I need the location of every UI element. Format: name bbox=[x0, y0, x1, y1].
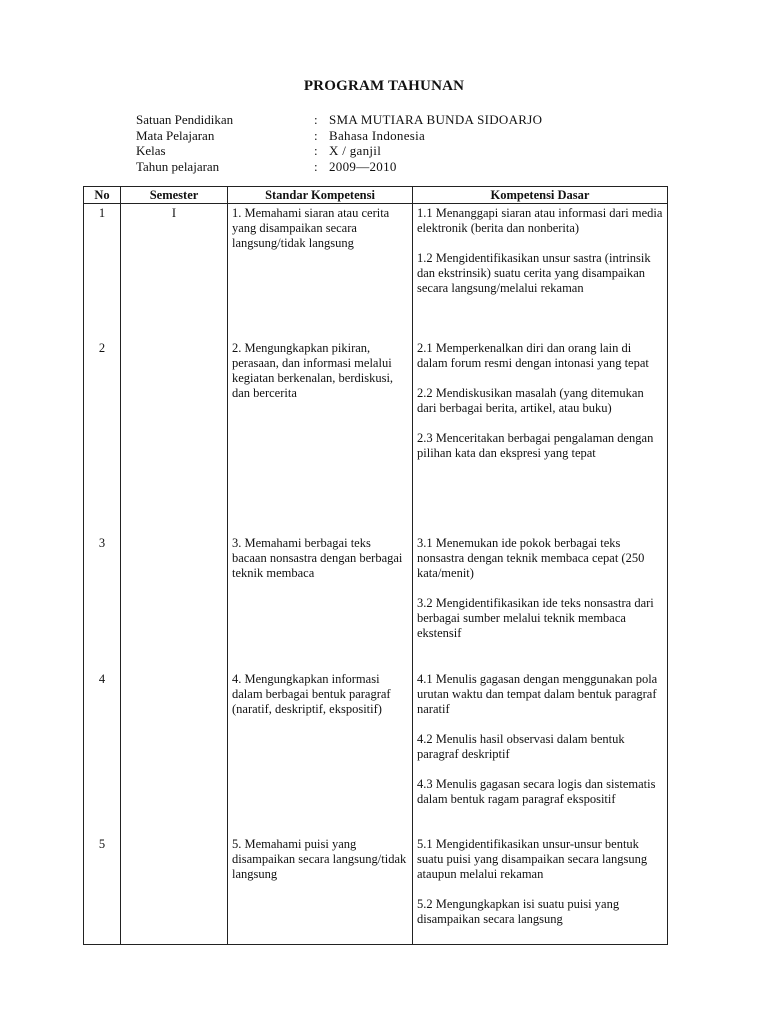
row-standar-kompetensi: 4. Mengungkapkan informasi dalam berbagai bentuk paragraf (naratif, deskriptif, ekspositif) bbox=[228, 670, 413, 835]
header-no: No bbox=[84, 187, 121, 204]
info-row-kelas bbox=[136, 143, 542, 159]
kd-item: 2.3 Menceritakan berbagai pengalaman dengan pilihan kata dan ekspresi yang tepat bbox=[417, 430, 654, 460]
row-kompetensi-dasar bbox=[413, 339, 668, 534]
kd-item: 4.1 Menulis gagasan dengan menggunakan pola urutan waktu dan tempat dalam bentuk paragraf naratif bbox=[417, 671, 658, 716]
info-value: X / ganjil bbox=[329, 143, 382, 158]
row-standar-kompetensi: 5. Memahami puisi yang disampaikan secara langsung/tidak langsung bbox=[228, 835, 413, 945]
page-title: PROGRAM TAHUNAN bbox=[303, 78, 465, 94]
row-semester bbox=[121, 339, 228, 534]
header-semester: Semester bbox=[121, 187, 228, 204]
row-number: 4 bbox=[84, 670, 121, 835]
kd-item: 4.3 Menulis gagasan secara logis dan sistematis dalam bentuk ragam paragraf ekspositif bbox=[417, 776, 656, 806]
row-standar-kompetensi: 2. Mengungkapkan pikiran, perasaan, dan informasi melalui kegiatan berkenalan, berdiskusi, dan bercerita bbox=[228, 339, 413, 534]
kd-item: 4.2 Menulis hasil observasi dalam bentuk paragraf deskriptif bbox=[417, 731, 625, 761]
row-kompetensi-dasar bbox=[413, 534, 668, 670]
info-value: SMA MUTIARA BUNDA SIDOARJO bbox=[329, 112, 543, 127]
info-colon: : bbox=[314, 127, 318, 143]
kd-item: 3.1 Menemukan ide pokok berbagai teks nonsastra dengan teknik membaca cepat (250 kata/menit) bbox=[417, 535, 645, 580]
row-semester bbox=[121, 534, 228, 670]
info-colon: : bbox=[314, 112, 318, 127]
table-row bbox=[84, 835, 668, 945]
info-colon: : bbox=[314, 143, 318, 158]
info-label: Satuan Pendidikan bbox=[136, 112, 234, 127]
table-row bbox=[84, 670, 668, 835]
row-semester: I bbox=[121, 204, 228, 339]
kd-item: 1.2 Mengidentifikasikan unsur sastra (intrinsik dan ekstrinsik) suatu cerita yang disampaikan secara langsung/melalui rekaman bbox=[417, 251, 651, 295]
header-standar-kompetensi: Standar Kompetensi bbox=[228, 187, 413, 204]
row-kompetensi-dasar bbox=[413, 670, 668, 835]
row-standar-kompetensi: 3. Memahami berbagai teks bacaan nonsastra dengan berbagai teknik membaca bbox=[228, 534, 413, 670]
kd-item: 1.1 Menanggapi siaran atau informasi dari media elektronik (berita dan nonberita) bbox=[417, 206, 663, 235]
table-row bbox=[84, 339, 668, 534]
info-label: Mata Pelajaran bbox=[136, 127, 215, 143]
info-value: Bahasa Indonesia bbox=[329, 127, 426, 143]
info-row-satuan-pendidikan bbox=[136, 112, 542, 128]
row-semester bbox=[121, 835, 228, 945]
row-number: 3 bbox=[84, 534, 121, 670]
info-row-mata-pelajaran bbox=[136, 128, 542, 144]
info-value: 2009—2010 bbox=[329, 158, 397, 174]
kd-item: 2.2 Mendiskusikan masalah (yang ditemukan dari berbagai berita, artikel, atau buku) bbox=[417, 385, 644, 415]
info-label: Tahun pelajaran bbox=[136, 158, 220, 174]
row-standar-kompetensi: 1. Memahami siaran atau cerita yang disampaikan secara langsung/tidak langsung bbox=[228, 204, 413, 339]
row-kompetensi-dasar bbox=[413, 835, 668, 945]
info-label: Kelas bbox=[136, 143, 166, 158]
kd-item: 3.2 Mengidentifikasikan ide teks nonsastra dari berbagai sumber melalui teknik membaca ekstensif bbox=[417, 595, 654, 640]
info-colon: : bbox=[314, 158, 318, 174]
table-header-row bbox=[84, 187, 668, 204]
program-table bbox=[83, 186, 668, 945]
header-kompetensi-dasar: Kompetensi Dasar bbox=[413, 187, 668, 204]
row-kompetensi-dasar bbox=[413, 204, 668, 339]
kd-item: 5.2 Mengungkapkan isi suatu puisi yang disampaikan secara langsung bbox=[417, 896, 620, 926]
table-row bbox=[84, 204, 668, 339]
table-row bbox=[84, 534, 668, 670]
kd-item: 2.1 Memperkenalkan diri dan orang lain di dalam forum resmi dengan intonasi yang tepat bbox=[417, 340, 649, 370]
kd-item: 5.1 Mengidentifikasikan unsur-unsur bentuk suatu puisi yang disampaikan secara langsung ataupun melalui rekaman bbox=[417, 836, 648, 881]
document-info bbox=[136, 112, 542, 174]
row-number: 1 bbox=[84, 204, 121, 339]
info-row-tahun-pelajaran bbox=[136, 159, 542, 175]
row-number: 2 bbox=[84, 339, 121, 534]
row-semester bbox=[121, 670, 228, 835]
row-number: 5 bbox=[84, 835, 121, 945]
